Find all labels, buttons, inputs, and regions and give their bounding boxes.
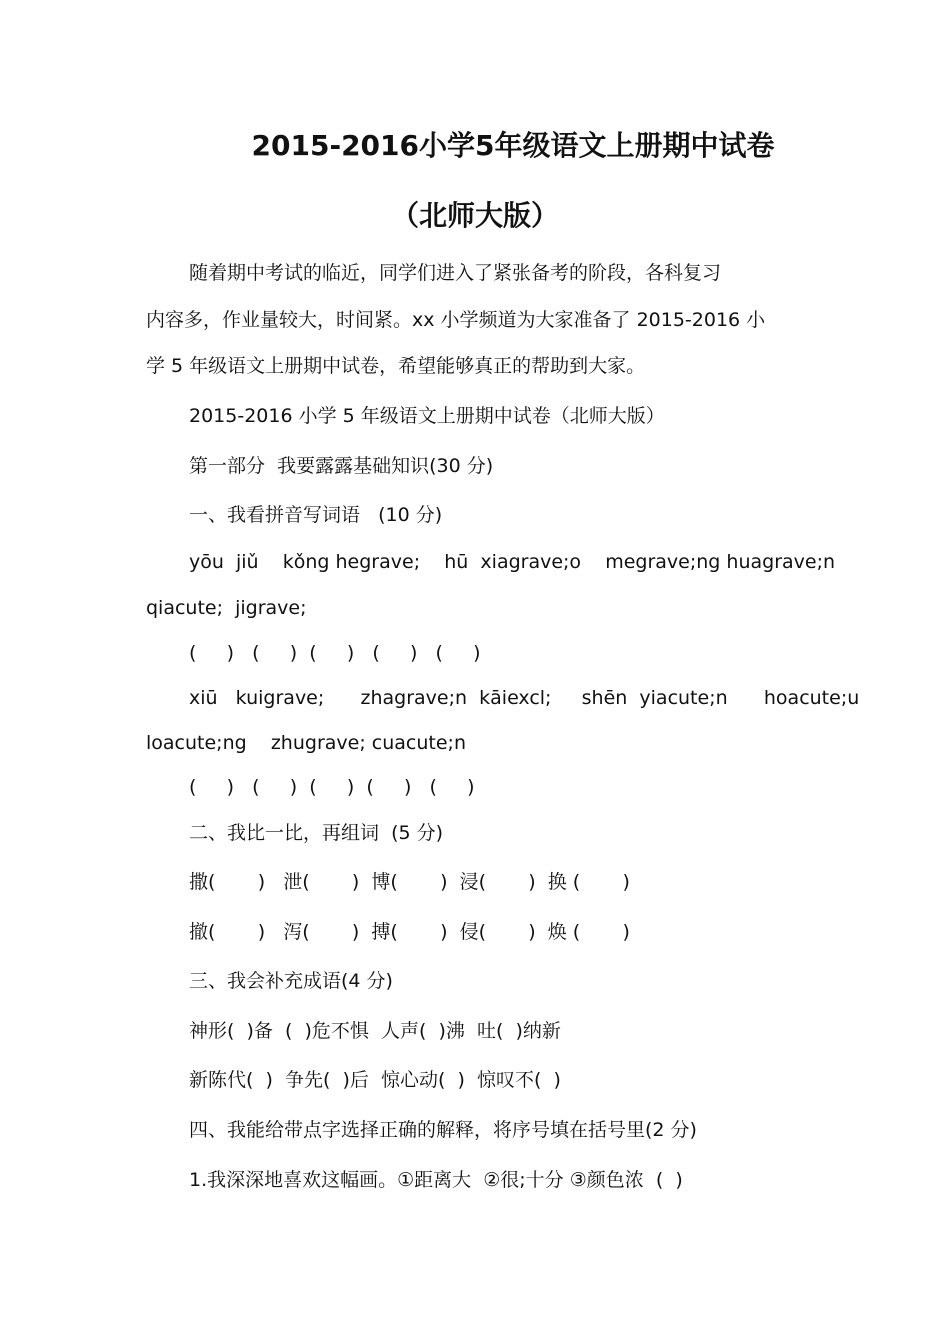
intro-line-1: 随着期中考试的临近，同学们进入了紧张备考的阶段，各科复习 <box>189 262 722 284</box>
intro-line-3: 学 5 年级语文上册期中试卷，希望能够真正的帮助到大家。 <box>146 355 646 377</box>
idiom-row-2: 新陈代( ) 争先( )后 惊心动( ) 惊叹不( ) <box>189 1069 561 1091</box>
pinyin-row-1: yōu jiǔ kǒng hegrave; hū xiagrave;o megrave;ng huagrave;n <box>189 551 836 573</box>
document-title-line-2: （北师大版） <box>390 199 559 232</box>
question-four-heading: 四、我能给带点字选择正确的解释，将序号填在括号里(2 分) <box>189 1119 697 1141</box>
compare-words-row-1: 撒( ) 泄( ) 博( ) 浸( ) 换 ( ) <box>189 871 630 893</box>
question-one-heading: 一、我看拼音写词语 (10 分) <box>189 504 443 526</box>
question-two-heading: 二、我比一比，再组词 (5 分) <box>189 822 444 844</box>
pinyin-row-1-continued: qiacute; jigrave; <box>146 597 307 619</box>
pinyin-row-2-continued: loacute;ng zhugrave; cuacute;n <box>146 732 466 754</box>
answer-blanks-row-2: ( ) ( ) ( ) ( ) ( ) <box>189 776 475 798</box>
question-four-item-1: 1.我深深地喜欢这幅画。①距离大 ②很;十分 ③颜色浓 ( ) <box>189 1169 683 1191</box>
intro-line-2: 内容多，作业量较大，时间紧。xx 小学频道为大家准备了 2015-2016 小 <box>146 309 766 331</box>
question-three-heading: 三、我会补充成语(4 分) <box>189 970 393 992</box>
pinyin-row-2: xiū kuigrave; zhagrave;n kāiexcl; shēn yiacute;n hoacute;u <box>189 687 860 709</box>
part-one-heading: 第一部分 我要露露基础知识(30 分) <box>189 455 494 477</box>
answer-blanks-row-1: ( ) ( ) ( ) ( ) ( ) <box>189 642 481 664</box>
idiom-row-1: 神形( )备 ( )危不惧 人声( )沸 吐( )纳新 <box>189 1020 561 1042</box>
compare-words-row-2: 撤( ) 泻( ) 搏( ) 侵( ) 焕 ( ) <box>189 921 630 943</box>
exam-subtitle: 2015-2016 小学 5 年级语文上册期中试卷（北师大版） <box>189 405 665 427</box>
document-title-line-1: 2015-2016小学5年级语文上册期中试卷 <box>251 129 775 162</box>
